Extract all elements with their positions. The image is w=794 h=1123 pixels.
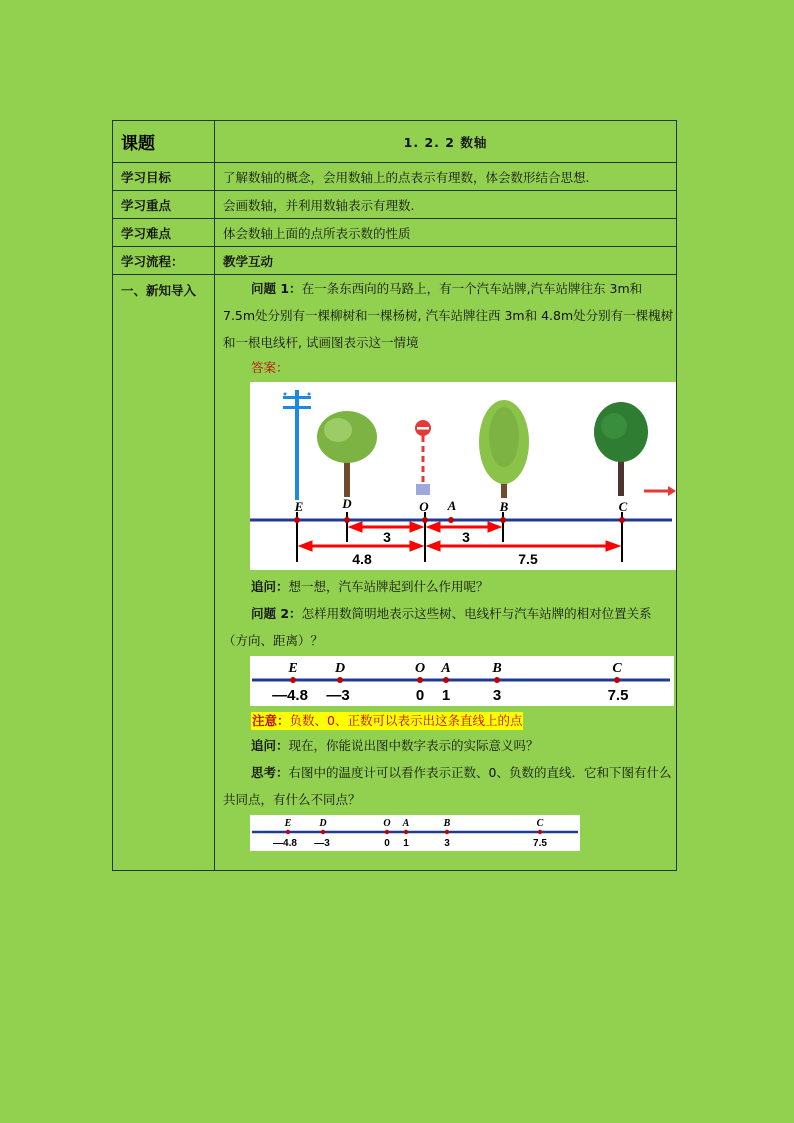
axis-label-c: C [612,661,622,676]
small-axis-value-c: 7.5 [533,838,547,849]
axis-label-a: A [441,661,451,676]
section-label: 一、新知导入 [113,275,215,871]
follow-up-1-text: 想一想，汽车站牌起到什么作用呢？ [288,579,489,594]
axis-value-d: —3 [326,687,350,704]
process-label: 学习流程： [113,247,215,275]
distance-label-4-8: 4.8 [352,551,372,567]
objective-row [113,163,677,191]
scene-label-o: O [419,499,429,514]
axis-label-e: E [288,661,298,676]
small-axis-label-e: E [284,818,292,829]
follow-up-2-text: 现在，你能说出图中数字表示的实际意义吗？ [288,738,539,753]
title-label: 课题 [113,121,215,163]
follow-up-1-label: 追问： [251,579,289,594]
small-axis-label-d: D [319,818,327,829]
small-axis-label-a: A [402,818,410,829]
process-row [113,247,677,275]
distance-label-right-3: 3 [462,529,470,545]
note-highlight [251,712,523,730]
bus-stop-sign-icon [415,420,431,495]
small-axis-label-o: O [383,818,391,829]
title-row [113,121,677,163]
question-2-text: 怎样用数简明地表示这些树、电线杆与汽车站牌的相对位置关系（方向、距离）？ [223,606,652,648]
question-1 [223,275,676,356]
power-pole-icon [283,390,311,500]
small-axis-label-c: C [536,818,544,829]
keypoint-row [113,191,677,219]
follow-up-2 [223,732,676,759]
small-axis-value-a: 1 [403,838,409,849]
tree-icon-c [594,402,648,496]
keypoint-value: 会画数轴，并利用数轴表示有理数. [215,191,677,219]
east-arrow-icon [644,486,676,496]
axis-label-d: D [334,661,346,676]
scene-label-b: B [499,499,509,514]
scene-label-d: D [342,496,352,511]
content-cell [215,275,677,871]
axis-label-o: O [414,661,426,676]
answer-label: 答案： [251,360,289,375]
small-axis-label-b: B [443,818,451,829]
small-axis-value-b: 3 [444,838,450,849]
axis-value-o: 0 [415,687,425,704]
axis-value-b: 3 [492,687,502,704]
number-line-large [250,656,674,706]
think-text: 右图中的温度计可以看作表示正数、0、负数的直线．它和下图有什么共同点，有什么不同点？ [223,765,672,807]
objective-value: 了解数轴的概念，会用数轴上的点表示有理数，体会数形结合思想. [215,163,677,191]
scene-label-c: C [618,499,628,514]
axis-value-c: 7.5 [607,687,629,704]
small-axis-value-e: —4.8 [273,838,297,849]
follow-up-1 [223,573,676,600]
think-question [223,759,676,813]
note-label: 注意： [252,713,290,728]
objective-label: 学习目标 [113,163,215,191]
willow-tree-icon [479,400,529,498]
process-value: 教学互动 [215,247,677,275]
question-2 [223,600,676,654]
question-1-label: 问题 1： [251,281,302,296]
content-row [113,275,677,871]
question-1-text: 在一条东西向的马路上，有一个汽车站牌,汽车站牌往东 3m和 7.5m处分别有一棵柳树和一棵杨树, 汽车站牌往西 3m和 4.8m处分别有一棵槐树和一根电线杆, 试画图表示这一情境 [223,281,674,350]
keypoint-label: 学习重点 [113,191,215,219]
distance-label-left-3: 3 [383,529,391,545]
small-axis-value-o: 0 [384,838,390,849]
note-text: 负数、0、正数可以表示出这条直线上的点 [289,713,523,728]
road-scene-illustration [250,382,676,570]
axis-value-e: —4.8 [272,687,308,704]
axis-label-b: B [492,661,502,676]
question-2-label: 问题 2： [251,606,302,621]
lesson-table [112,120,677,871]
difficulty-value: 体会数轴上面的点所表示数的性质 [215,219,677,247]
difficulty-label: 学习难点 [113,219,215,247]
scene-label-e: E [294,499,304,514]
tree-icon-d [317,411,377,497]
small-axis-value-d: —3 [314,838,330,849]
lesson-title: 1. 2. 2 数轴 [215,121,677,163]
think-label: 思考： [251,765,289,780]
number-line-small [250,815,580,851]
scene-label-a: A [447,498,457,513]
difficulty-row [113,219,677,247]
axis-value-a: 1 [441,687,451,704]
distance-label-7-5: 7.5 [518,551,538,567]
follow-up-2-label: 追问： [251,738,289,753]
